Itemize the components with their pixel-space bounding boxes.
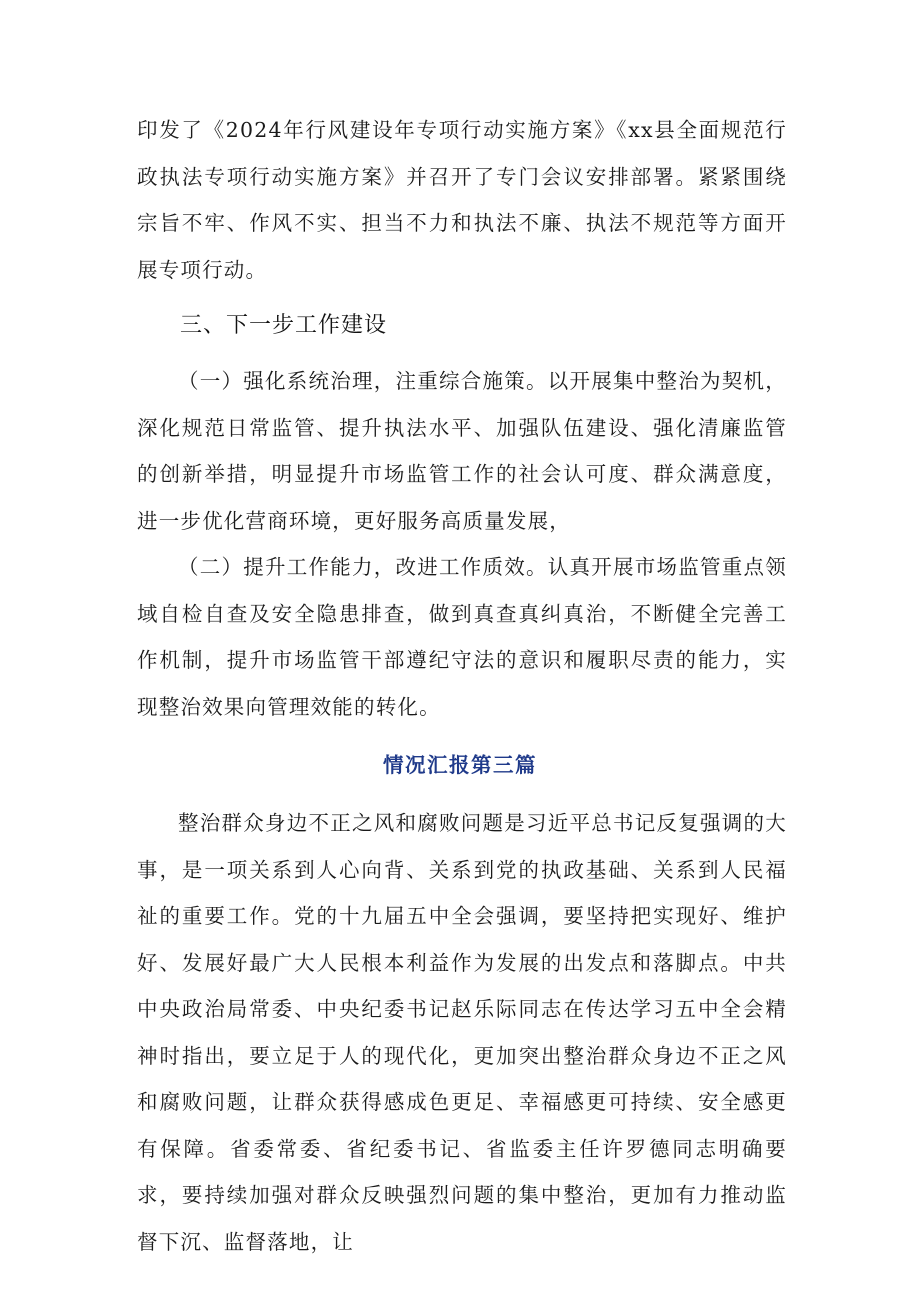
list-item-improve-capability: （二）提升工作能力，改进工作质效。认真开展市场监管重点领域自检自查及安全隐患排查，做到真查真纠真治，不断健全完善工作机制，提升市场监管干部遵纪守法的意识和履职尽责的能力，实现整治效果向管理效能的转化。 [137,555,787,719]
section-heading-next-steps: 三、下一步工作建设 [180,313,388,338]
section-title: 情况汇报第三篇 [383,753,537,777]
intro-paragraph: 印发了《2024年行风建设年专项行动实施方案》《xx县全面规范行政执法专项行动实施方案》并召开了专门会议安排部署。紧紧围绕宗旨不牢、作风不实、担当不力和执法不廉、执法不规范等方面开展专项行动。 [137,118,787,282]
body-paragraph: 整治群众身边不正之风和腐败问题是习近平总书记反复强调的大事，是一项关系到人心向背、关系到党的执政基础、关系到人民福祉的重要工作。党的十九届五中全会强调，要坚持把实现好、维护好、发展好最广大人民根本利益作为发展的出发点和落脚点。中共中央政治局常委、中央纪委书记赵乐际同志在传达学习五中全会精神时指出，要立足于人的现代化，更加突出整治群众身边不正之风和腐败问题，让群众获得感成色更足、幸福感更可持续、安全感更有保障。省委常委、省纪委书记、省监委主任许罗德同志明确要求，要持续加强对群众反映强烈问题的集中整治，更加有力推动监督下沉、监督落地，让 [137,811,787,1254]
list-item-strengthen-governance: （一）强化系统治理，注重综合施策。以开展集中整治为契机，深化规范日常监管、提升执法水平、加强队伍建设、强化清廉监管的创新举措，明显提升市场监管工作的社会认可度、群众满意度，进一步优化营商环境，更好服务高质量发展， [137,369,787,533]
